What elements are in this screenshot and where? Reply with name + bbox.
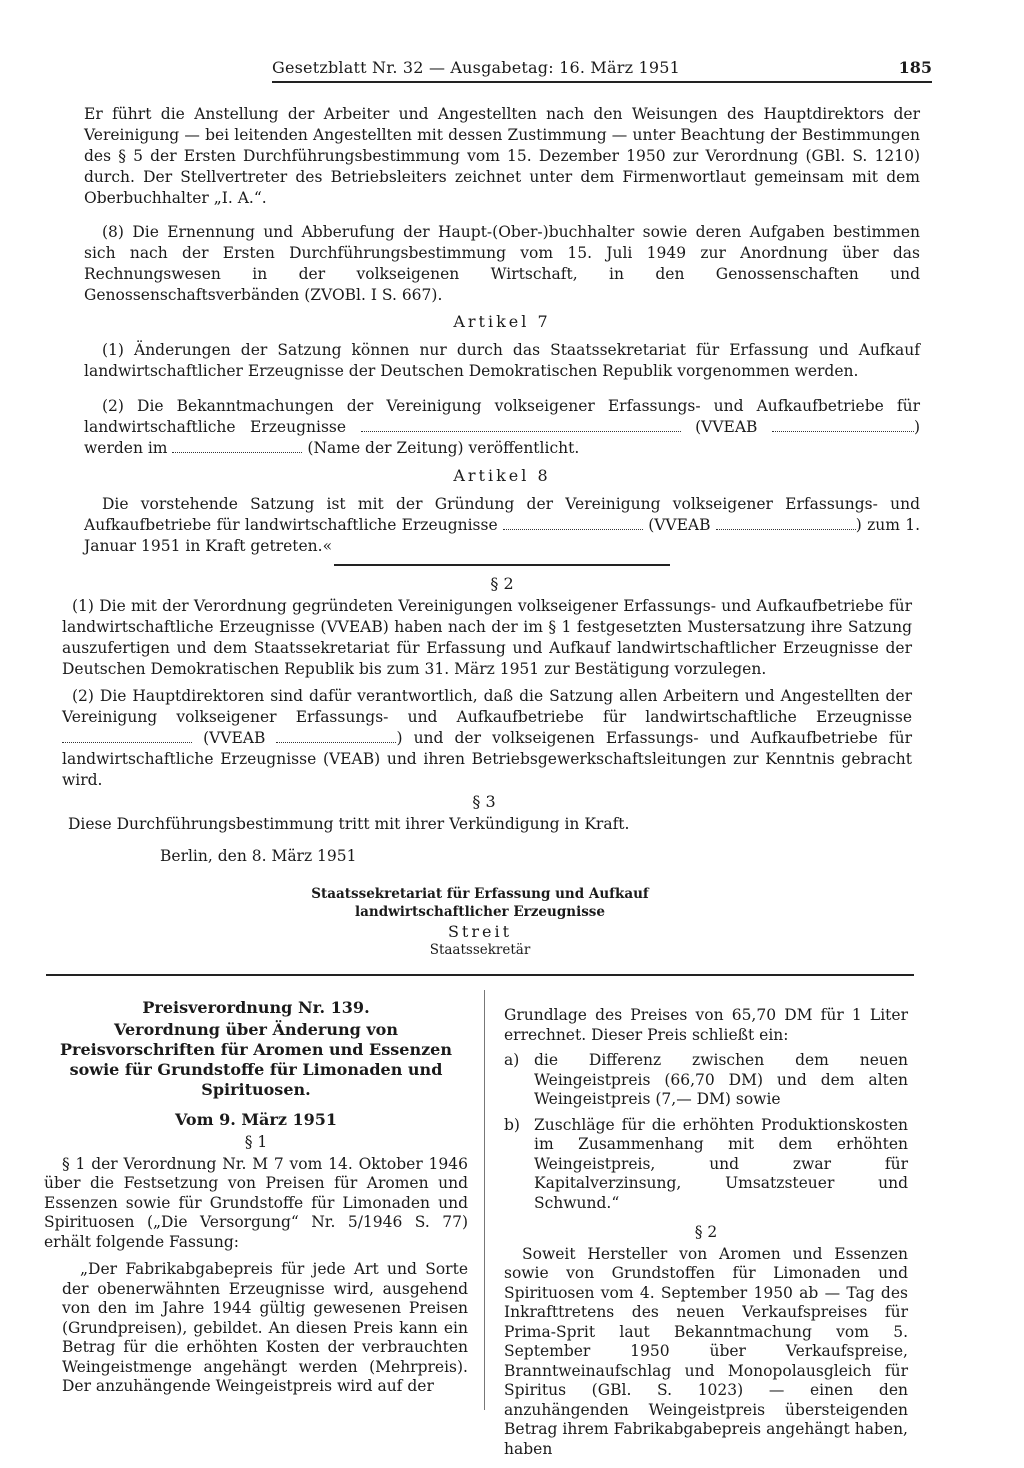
left-column	[44, 998, 468, 1397]
section-2-p2-rest: ) und der volkseigenen Erfassungs- und Aufkaufbetriebe für landwirtschaftliche Erzeugnisse (VEAB) und ihren Betriebsgewerkschaftsleitungen zur Kenntnis gebracht wird.	[62, 729, 912, 789]
paragraph-8: (8) Die Ernennung und Abberufung der Haupt-(Ober-)buchhalter sowie deren Aufgaben bestimmen sich nach der Ersten Durchführungsbestimmung vom 15. Juli 1949 zur Anordnung über das Rechnungswesen in der volkseigenen Wirtschaft, in den Genossenschaften und Genossenschaftsverbänden (ZVOBl. I S. 667).	[84, 223, 920, 304]
blank-line	[503, 529, 643, 530]
price-order-title: Preisverordnung Nr. 139.	[142, 998, 370, 1017]
page-number: 185	[898, 58, 932, 77]
right-continuation: Grundlage des Preises von 65,70 DM für 1 Liter errechnet. Dieser Preis schließt ein:	[504, 1006, 908, 1044]
article-8-text: Die vorstehende Satzung ist mit der Gründung der Vereinigung volkseigener Erfassungs- und Aufkaufbetriebe für landwirtschaftliche Erzeugnisse	[84, 495, 920, 534]
signature-authority-line-2: landwirtschaftlicher Erzeugnisse	[355, 904, 605, 920]
right-column	[504, 1006, 908, 1459]
left-quote-text: „Der Fabrikabgabepreis für jede Art und Sorte der obenerwähnten Erzeugnisse wird, ausgehend von den im Jahre 1944 gültig gewesenen Preisen (Grundpreisen), gebildet. An diesen Preis kann ein Betrag für die erhöhten Kosten der verbrauchten Weingeistmenge angehängt werden (Mehrpreis). Der anzuhängende Weingeistpreis wird auf der	[62, 1260, 468, 1395]
section-2-p2-text: (2) Die Hauptdirektoren sind dafür verantwortlich, daß die Satzung allen Arbeitern und Angestellten der Vereinigung volkseigener Erfassungs- und Aufkaufbetriebe für landwirtschaftliche Erzeugnisse	[62, 687, 912, 726]
signatory-title: Staatssekretär	[429, 942, 531, 958]
signature-authority-line-1: Staatssekretariat für Erfassung und Aufkauf	[311, 886, 649, 902]
header-rule	[272, 81, 932, 83]
article-7-p2-text: (2) Die Bekanntmachungen der Vereinigung volkseigener Erfassungs- und Aufkaufbetriebe für landwirtschaftliche Erzeugnisse	[84, 397, 920, 436]
article-8-paragraph	[84, 494, 920, 557]
blank-line	[172, 452, 302, 453]
column-divider	[484, 990, 485, 1410]
article-8-effective: ) zum	[855, 516, 900, 534]
blank-line	[772, 431, 914, 432]
signatory-name: Streit	[447, 922, 513, 941]
list-item-b	[504, 1116, 908, 1214]
blank-line	[716, 529, 856, 530]
left-section-1-heading: § 1	[244, 1133, 268, 1151]
right-section-2-heading: § 2	[694, 1223, 718, 1241]
ordinance-title: Verordnung über Änderung von Preisvorschriften für Aromen und Essenzen sowie für Grundstoffe für Limonaden und Spirituosen.	[60, 1019, 452, 1099]
gazette-title: Gesetzblatt Nr. 32 — Ausgabetag: 16. März 1951	[272, 58, 681, 77]
list-label-a: a)	[504, 1051, 520, 1069]
article-7-p2-newspaper: (Name der Zeitung) veröffentlicht.	[307, 439, 580, 457]
section-divider	[334, 564, 670, 566]
blank-line	[276, 742, 396, 743]
article-8-date: 1. Januar 1951 in Kraft getreten.«	[84, 516, 921, 555]
right-section-2-text: Soweit Hersteller von Aromen und Essenzen sowie von Grundstoffen für Limonaden und Spirituosen vom 4. September 1950 ab — Tag des Inkrafttretens des neuen Verkaufspreises für Prima-Sprit laut Bekanntmachung vom 5. September 1950 über Verkaufspreise, Branntweinaufschlag und Monopolausgleich für Spiritus (GBl. S. 1023) — einen den anzuhängenden Weingeistpreis übersteigenden Betrag ihrem Fabrikabgabepreis angehängt haben, haben	[504, 1244, 908, 1458]
list-text-b: Zuschläge für die erhöhten Produktionskosten im Zusammenhang mit dem erhöhten Weingeistpreis, und zwar für Kapitalverzinsung, Umsatzsteuer und Schwund.“	[534, 1115, 908, 1212]
article-7-paragraph-1: (1) Änderungen der Satzung können nur durch das Staatssekretariat für Erfassung und Aufkauf landwirtschaftlicher Erzeugnisse der Deutschen Demokratischen Republik vorgenommen werden.	[84, 341, 920, 380]
blank-line	[361, 431, 681, 432]
section-2-p2-abbrev: (VVEAB	[203, 729, 266, 747]
list-item-a	[504, 1051, 908, 1110]
paragraph-intro: Er führt die Anstellung der Arbeiter und Angestellten nach den Weisungen des Hauptdirektors der Vereinigung — bei leitenden Angestellten mit dessen Zustimmung — unter Beachtung der Bestimmungen des § 5 der Ersten Durchführungsbestimmung vom 15. Dezember 1950 zur Verordnung (GBl. S. 1210) durch. Der Stellvertreter des Betriebsleiters zeichnet unter dem Firmenwortlaut gemeinsam mit dem Oberbuchhalter „I. A.“.	[84, 105, 920, 207]
section-2-heading: § 2	[490, 574, 514, 593]
blank-line	[62, 742, 192, 743]
ordinance-date: Vom 9. März 1951	[174, 1109, 338, 1129]
left-section-1-text: § 1 der Verordnung Nr. M 7 vom 14. Oktober 1946 über die Festsetzung von Preisen für Aromen und Essenzen sowie für Grundstoffe für Limonaden und Spirituosen („Die Versorgung“ Nr. 5/1946 S. 77) erhält folgende Fassung:	[44, 1154, 468, 1251]
article-7-p2-published: ) werden im	[84, 418, 920, 457]
section-2-paragraph-1: (1) Die mit der Verordnung gegründeten Vereinigungen volkseigener Erfassungs- und Aufkaufbetriebe für landwirtschaftliche Erzeugnisse (VVEAB) haben nach der im § 1 festgesetzten Mustersatzung ihre Satzung auszufertigen und dem Staatssekretariat für Erfassung und Aufkauf landwirtschaftlicher Erzeugnisse der Deutschen Demokratischen Republik bis zum 31. März 1951 zur Bestätigung vorzulegen.	[62, 597, 912, 678]
page-divider	[46, 974, 914, 976]
article-7-p2-abbrev: (VVEAB	[695, 418, 758, 436]
place-date: Berlin, den 8. März 1951	[160, 847, 357, 865]
section-3-text: Diese Durchführungsbestimmung tritt mit ihrer Verkündigung in Kraft.	[68, 815, 630, 833]
article-7-heading: Artikel 7	[453, 312, 551, 331]
section-2-paragraph-2	[62, 686, 912, 791]
page-header	[272, 58, 932, 82]
article-7-paragraph-2	[84, 396, 920, 459]
list-text-a: die Differenz zwischen dem neuen Weingeistpreis (66,70 DM) und dem alten Weingeistpreis (7,— DM) sowie	[534, 1051, 908, 1108]
article-8-heading: Artikel 8	[453, 466, 551, 485]
list-label-b: b)	[504, 1115, 520, 1134]
section-3-heading: § 3	[472, 792, 496, 811]
article-8-abbrev: (VVEAB	[648, 516, 711, 534]
